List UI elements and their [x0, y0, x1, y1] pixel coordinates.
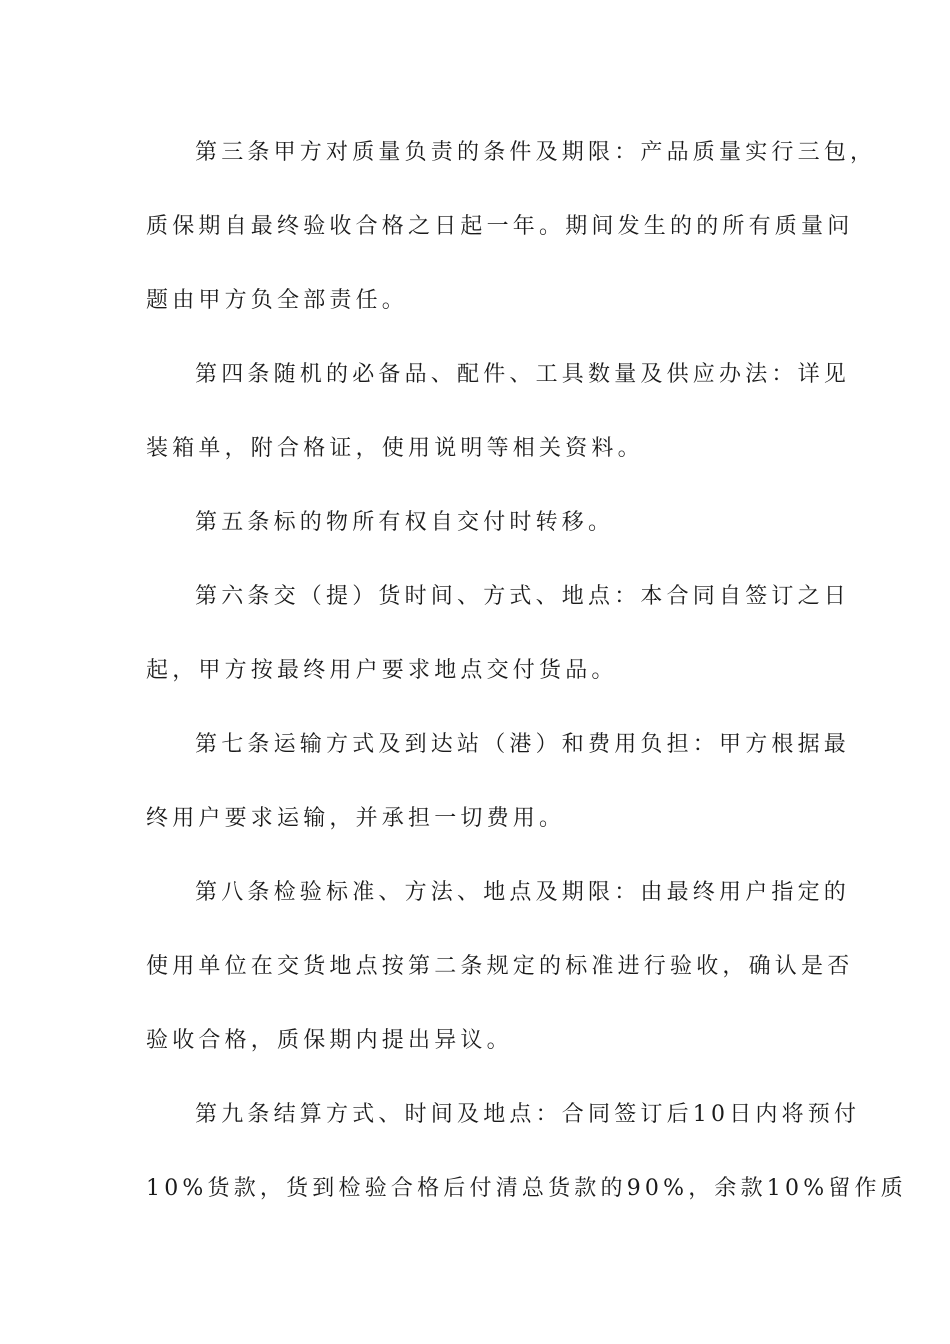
clause-6-line-2: 起，甲方按最终用户要求地点交付货品。	[146, 658, 618, 683]
clause-8-line-1: 第八条检验标准、方法、地点及期限：由最终用户指定的	[195, 880, 851, 905]
clause-3-line-2: 质保期自最终验收合格之日起一年。期间发生的的所有质量问	[146, 214, 854, 239]
clause-7-line-2: 终用户要求运输，并承担一切费用。	[146, 806, 566, 831]
clause-9-line-1: 第九条结算方式、时间及地点：合同签订后10日内将预付	[195, 1102, 861, 1127]
clause-4-line-1: 第四条随机的必备品、配件、工具数量及供应办法：详见	[195, 362, 851, 387]
clause-6-line-1: 第六条交（提）货时间、方式、地点：本合同自签订之日	[195, 584, 851, 609]
contract-body	[146, 128, 907, 1238]
clause-3-line-3: 题由甲方负全部责任。	[146, 288, 409, 313]
clause-3-line-1: 第三条甲方对质量负责的条件及期限：产品质量实行三包，	[195, 140, 877, 165]
clause-7-line-1: 第七条运输方式及到达站（港）和费用负担：甲方根据最	[195, 732, 851, 757]
clause-4-line-2: 装箱单，附合格证，使用说明等相关资料。	[146, 436, 644, 461]
clause-8-line-2: 使用单位在交货地点按第二条规定的标准进行验收，确认是否	[146, 954, 854, 979]
clause-8-line-3: 验收合格，质保期内提出异议。	[146, 1028, 513, 1053]
clause-9-line-2: 10%货款，货到检验合格后付清总货款的90%，余款10%留作质	[146, 1176, 907, 1201]
clause-5-line-1: 第五条标的物所有权自交付时转移。	[195, 510, 615, 535]
